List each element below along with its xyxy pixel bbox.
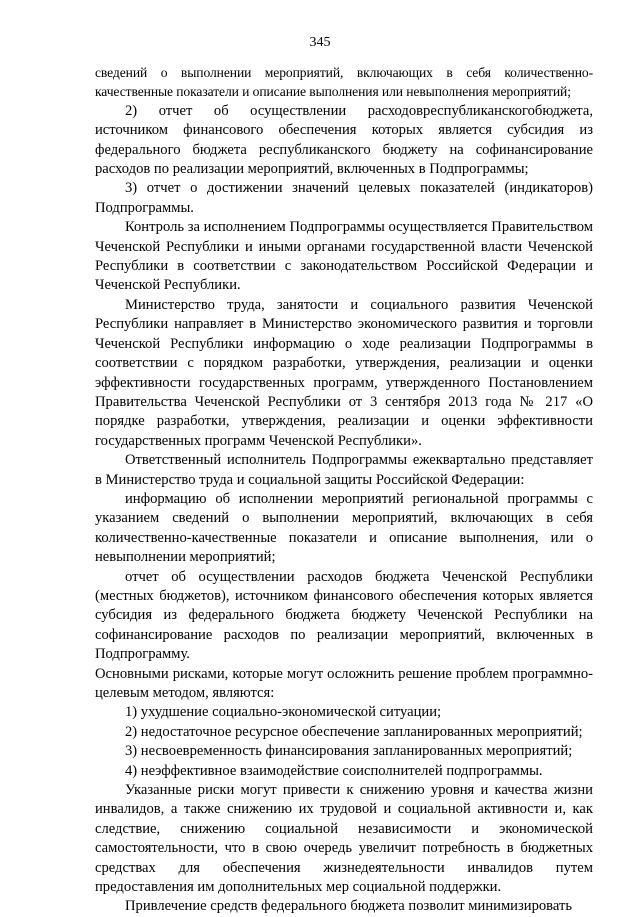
- paragraph-federal-funds: Привлечение средств федерального бюджета позволит минимизировать: [125, 898, 572, 915]
- paragraph-regional-program-info: информацию об исполнении мероприятий региональной программы с указанием сведений о выполнении мероприятий, включающих в себя количественно-качественные показатели и описание выполнения, или о невыполнении мероприятий;: [95, 490, 593, 566]
- paragraph-budget-expense-report: отчет об осуществлении расходов бюджета Чеченской Республики (местных бюджетов), источником финансового обеспечения которых является субсидия из федерального бюджета бюджету Чеченской Республики на софинансирование расходов по реализации мероприятий, включенных в Подпрограмму.: [95, 568, 593, 663]
- risk-item-3: 3) несвоевременность финансирования запланированных мероприятий;: [125, 743, 573, 760]
- risk-item-2: 2) недостаточное ресурсное обеспечение запланированных мероприятий;: [125, 723, 583, 740]
- risk-item-1: 1) ухудшение социально-экономической ситуации;: [125, 704, 442, 721]
- paragraph-risk-consequences: Указанные риски могут привести к снижению уровня и качества жизни инвалидов, а также снижению их трудовой и социальной активности и, как следствие, снижению социальной независимости и экономической самостоятельности, что в свою очередь увеличит потребность в бюджетных средствах для обеспечения жизнедеятельности инвалидов путем предоставления им дополнительных мер социальной поддержки.: [95, 782, 593, 896]
- paragraph-reporting-info: сведений о выполнении мероприятий, включающих в себя количественно-качественные показатели и описание выполнения или невыполнения мероприятий;: [95, 65, 593, 100]
- paragraph-quarterly-report: Ответственный исполнитель Подпрограммы ежеквартально представляет в Министерство труда и социальной защиты Российской Федерации:: [95, 452, 593, 488]
- document-body: [95, 63, 593, 917]
- paragraph-ministry-info: Министерство труда, занятости и социального развития Чеченской Республики направляет в Министерство экономического развития и торговли Чеченской Республики информацию о ходе реализации Подпрограммы в соответствии с порядком разработки, утверждения, реализации и оценки эффективности государственных программ, утвержденного Постановлением Правительства Чеченской Республики от 3 сентября 2013 года № 217 «О порядке разработки, утверждения, реализации и оценки эффективности государственных программ Чеченской Республики».: [95, 296, 593, 449]
- paragraph-expense-report: 2) отчет об осуществлении расходовреспубликанскогобюджета, источником финансового обеспечения которых является субсидия из федерального бюджета республиканского бюджету на софинансирование расходов по реализации мероприятий, включенных в Подпрограммы;: [95, 102, 593, 178]
- page-number: 345: [309, 35, 331, 50]
- paragraph-control: Контроль за исполнением Подпрограммы осуществляется Правительством Чеченской Республики и иными органами государственной власти Чеченской Республики в соответствии с законодательством Российской Федерации и Чеченской Республики.: [95, 219, 593, 294]
- risk-item-4: 4) неэффективное взаимодействие соисполнителей подпрограммы.: [125, 762, 543, 779]
- paragraph-indicators-report: 3) отчет о достижении значений целевых показателей (индикаторов) Подпрограммы.: [95, 180, 593, 216]
- paragraph-main-risks: Основными рисками, которые могут осложнить решение проблем программно-целевым методом, являются:: [95, 665, 593, 701]
